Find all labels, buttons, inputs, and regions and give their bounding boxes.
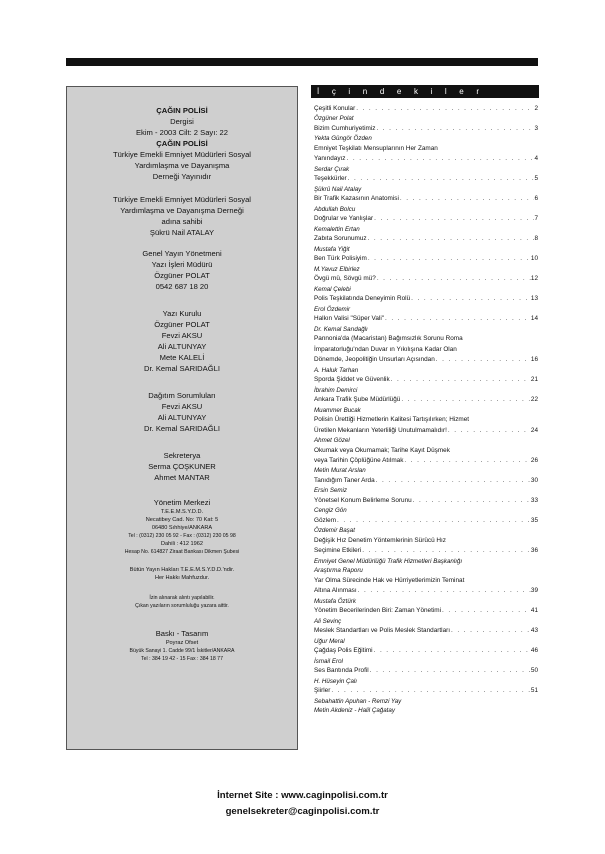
toc-entry[interactable] [314, 626, 538, 646]
toc-title: Bir Trafik Kazasının Anatomisi [314, 195, 399, 203]
toc-leader-dots [412, 496, 531, 506]
toc-title-line: Yar Olma Sürecinde Hak ve Hürriyetlerimizin Teminat [314, 577, 465, 585]
toc-page-number: 14 [530, 315, 538, 323]
toc-page-number: 16 [530, 356, 538, 364]
toc-title: Sporda Şiddet ve Güvenlik [314, 376, 390, 384]
toc-entry[interactable] [314, 606, 538, 626]
toc-leader-dots [346, 154, 535, 164]
toc-page-number: 51 [530, 687, 538, 695]
masthead-line: Büyük Sanayi 1. Cadde 99/1 İskitler/ANKARA [129, 648, 235, 654]
toc-leader-dots [450, 626, 531, 636]
contents-heading: İçindekiler [311, 85, 539, 98]
toc-author: H. Hüseyin Çalı [314, 677, 357, 685]
masthead-line: Yardımlaşma ve Dayanışma Derneği [120, 206, 244, 215]
toc-leader-dots [435, 355, 531, 365]
toc-author: Ahmet Gözel [314, 437, 350, 445]
toc-author: A. Haluk Tarhan [314, 366, 359, 374]
masthead-line: Mete KALELİ [159, 353, 205, 362]
toc-title: Halkın Valisi "Süper Vali" [314, 315, 385, 323]
toc-author: Mustafa Yiğit [314, 245, 350, 253]
toc-leader-dots [330, 686, 531, 696]
toc-author: Uğur Meral [314, 637, 345, 645]
toc-leader-dots [347, 174, 535, 184]
toc-entry[interactable] [314, 516, 538, 536]
toc-author: İsmail Erol [314, 657, 343, 665]
masthead-line: Ekim - 2003 Cilt: 2 Sayı: 22 [135, 128, 228, 137]
toc-author: Muammer Bucak [314, 406, 361, 414]
toc-entry[interactable] [314, 174, 538, 194]
masthead-line: Baskı - Tasarım [155, 629, 209, 638]
toc-entry[interactable] [314, 446, 538, 476]
masthead-line: Poyraz Ofset [165, 640, 199, 646]
toc-page-number: 30 [530, 477, 538, 485]
toc-author: Kemalettin Ertan [314, 225, 360, 233]
email-line: genelsekreter@caginpolisi.com.tr [225, 806, 380, 817]
toc-leader-dots [375, 476, 531, 486]
toc-leader-dots [441, 606, 531, 616]
top-rule [66, 58, 538, 66]
toc-author: Şükrü Nail Atalay [314, 185, 362, 193]
toc-page-number: 3 [534, 125, 538, 132]
toc-title-line: Emniyet Teşkilatı Mensuplarının Her Zaman [314, 145, 438, 152]
toc-title-line: Pannonia'da (Macaristan) Bağımsızlık Sorunu Roma [314, 335, 463, 343]
masthead-line: 0542 687 18 20 [155, 282, 209, 291]
masthead-line: Dahili : 412 1962 [161, 541, 203, 547]
toc-title: Tanıdığım Taner Arda [314, 477, 375, 485]
toc-title: Yanındayız [314, 155, 346, 163]
toc-author: Özgüner Polat [314, 115, 354, 123]
toc-page-number: 21 [530, 376, 538, 384]
toc-entry[interactable] [314, 666, 538, 686]
toc-author: İbrahim Demirci [314, 386, 358, 394]
masthead-line: Derneği Yayınıdır [152, 172, 212, 181]
masthead-line: Şükrü Nail ATALAY [149, 228, 215, 237]
toc-entry[interactable] [314, 476, 538, 496]
toc-title: Seçimine Etkileri [314, 547, 362, 555]
toc-leader-dots [373, 214, 534, 224]
masthead-line: Her Hakkı Mahfuzdur. [154, 575, 210, 581]
toc-page-number: 50 [530, 667, 538, 675]
toc-author: Ersin Semiz [314, 487, 348, 495]
masthead-line: Ahmet MANTAR [154, 473, 210, 482]
toc-title: Övgü mü, Sövgü mü? [314, 275, 376, 283]
toc-title: Üretilen Mekanların Yeterliliği Unutulmamalıdır! [314, 426, 447, 434]
toc-author: Metin Murat Arslan [314, 467, 366, 475]
toc-page-number: 35 [530, 517, 538, 525]
toc-title: Şiirler [314, 687, 331, 695]
toc-entry[interactable] [314, 496, 538, 516]
toc-page-number: 33 [530, 497, 538, 505]
toc-entry[interactable] [314, 314, 538, 334]
toc-entry[interactable] [314, 194, 538, 214]
toc-title-line: Polisin Ürettiği Hizmetlerin Kalitesi Tartışılırken; Hizmet [314, 416, 470, 424]
toc-leader-dots [399, 194, 535, 204]
toc-leader-dots [447, 426, 531, 436]
masthead-line: Bütün Yayın Hakları T.E.E.M.S.Y.D.D.'ndir. [129, 567, 235, 573]
toc-author: Kemal Çelebi [314, 285, 351, 293]
toc-page-number: 6 [534, 195, 538, 203]
toc-author: Metin Akdeniz - Halil Çağatay [314, 707, 395, 715]
toc-page-number: 8 [534, 235, 538, 243]
toc-author: Serdar Çırak [314, 165, 350, 173]
masthead-line: Fevzi AKSU [161, 402, 203, 411]
masthead-line: ÇAĞIN POLİSİ [156, 106, 208, 115]
toc-page-number: 43 [530, 627, 538, 635]
toc-leader-dots [369, 666, 531, 676]
toc-title: Bizim Cumhuriyetimiz [314, 125, 376, 132]
masthead-line: Dergisi [170, 117, 194, 126]
masthead-line: Yardımlaşma ve Dayanışma [134, 161, 230, 170]
masthead-line: Türkiye Emekli Emniyet Müdürleri Sosyal [113, 150, 251, 159]
toc-page-number: 22 [530, 396, 538, 404]
toc-page-number: 41 [530, 607, 538, 615]
toc-entry[interactable] [314, 214, 538, 234]
toc-author: M.Yavuz Elbirlez [314, 265, 360, 273]
toc-page-number: 2 [534, 105, 538, 112]
toc-title-line: İmparatorluğu'ndan Duvar ın Yıkılışına Kadar Olan [314, 345, 457, 353]
toc-leader-dots [355, 104, 534, 114]
toc-title: Çağdaş Polis Eğitimi [314, 647, 373, 655]
masthead-line: Dr. Kemal SARIDAĞLI [144, 364, 220, 373]
masthead-line: Ali ALTUNYAY [157, 413, 207, 422]
masthead-line: Yazı Kurulu [162, 309, 202, 318]
masthead-line: Çıkan yazıların sorumluluğu yazara aittir. [135, 603, 229, 609]
masthead-line: Genel Yayın Yönetmeni [142, 249, 222, 258]
toc-author: Dr. Kemal Sarıdağlı [314, 325, 368, 333]
toc-entry[interactable] [314, 254, 538, 274]
masthead-line: Tel : (0312) 230 05 92 - Fax : (0312) 230 05 98 [128, 533, 236, 539]
toc-leader-dots [400, 395, 531, 405]
toc-entry[interactable] [314, 375, 538, 395]
toc-author: Abdullah Bolcu [314, 205, 356, 213]
toc-entry[interactable] [314, 234, 538, 254]
masthead-line: Yönetim Merkezi [153, 498, 211, 507]
toc-leader-dots [336, 516, 531, 526]
toc-page-number: 39 [530, 587, 538, 595]
toc-author: Erol Özdemir [314, 305, 351, 313]
masthead-line: Ali ALTUNYAY [157, 342, 207, 351]
toc-title: Teşekkürler [314, 175, 347, 183]
toc-leader-dots [361, 546, 531, 556]
toc-entry[interactable] [314, 536, 538, 576]
toc-page-number: 13 [530, 295, 538, 303]
toc-page-number: 24 [530, 426, 538, 434]
masthead-line: 06480 Sıhhiye/ANKARA [151, 525, 213, 531]
toc-title: Meslek Standartları ve Polis Meslek Standartları [314, 627, 451, 635]
contents-list [314, 104, 538, 716]
toc-entry[interactable] [314, 104, 538, 124]
toc-title: Gözlem [314, 517, 337, 525]
toc-leader-dots [410, 294, 531, 304]
toc-leader-dots [384, 314, 531, 324]
toc-leader-dots [390, 375, 531, 385]
toc-entry[interactable] [314, 576, 538, 606]
toc-entry[interactable] [314, 395, 538, 415]
toc-leader-dots [373, 646, 531, 656]
toc-page-number: 46 [530, 647, 538, 655]
toc-title-line: Okumak veya Okumamak; Tarihe Kayıt Düşmek [314, 446, 450, 454]
masthead-line: adına sahibi [161, 217, 203, 226]
masthead-line: Dr. Kemal SARIDAĞLI [144, 424, 220, 433]
toc-title: Dönemde, Jeopolitiğin Unsurları Açısından [314, 356, 435, 364]
masthead-line: İzin alınarak alıntı yapılabilir. [149, 595, 215, 601]
toc-entry[interactable] [314, 294, 538, 314]
masthead-line: Serma ÇOŞKUNER [148, 462, 216, 471]
masthead-line: ÇAĞIN POLİSİ [156, 139, 208, 148]
masthead-line: Özgüner POLAT [154, 271, 210, 280]
toc-title: Doğrular ve Yanlışlar [314, 215, 374, 223]
masthead-line: Yazı İşleri Müdürü [151, 260, 213, 269]
toc-page-number: 10 [530, 255, 538, 263]
toc-page-number: 5 [534, 175, 538, 183]
masthead-box [66, 86, 298, 750]
masthead-line: Özgüner POLAT [154, 320, 210, 329]
masthead-line: Tel : 384 19 42 - 15 Fax : 384 18 77 [141, 656, 223, 662]
toc-page-number: 26 [530, 457, 538, 465]
toc-author: Araştırma Raporu [314, 567, 363, 575]
toc-author: Cengiz Gön [314, 507, 347, 515]
masthead-line: Dağıtım Sorumluları [148, 391, 216, 400]
toc-author: Mustafa Öztürk [314, 597, 356, 605]
toc-page-number: 4 [534, 155, 538, 163]
toc-entry[interactable] [314, 415, 538, 445]
toc-author: Özdemir Başat [314, 527, 355, 535]
toc-entry[interactable] [314, 686, 538, 716]
toc-entry[interactable] [314, 334, 538, 375]
toc-entry[interactable] [314, 144, 538, 174]
masthead-line: Fevzi AKSU [161, 331, 203, 340]
toc-leader-dots [367, 254, 531, 264]
toc-title: Zabıta Sorunumuz [314, 235, 367, 243]
masthead-line: T.E.E.M.S.Y.D.D. [160, 509, 204, 515]
masthead-line: Sekreterya [163, 451, 201, 460]
toc-leader-dots [375, 124, 534, 134]
toc-leader-dots [367, 234, 535, 244]
masthead-line: Hesap No. 614827 Ziraat Bankası Dikmen Şubesi [124, 549, 240, 555]
masthead-line: Türkiye Emekli Emniyet Müdürleri Sosyal [113, 195, 251, 204]
toc-leader-dots [403, 456, 530, 466]
toc-title: Ses Bantında Profil [314, 667, 369, 675]
toc-entry[interactable] [314, 274, 538, 294]
masthead-line: Necatibey Cad. No: 70 Kat: 5 [145, 517, 219, 523]
toc-title: Çeşitli Konular [314, 105, 356, 112]
toc-author: Yekta Güngör Özden [314, 135, 372, 143]
toc-title: Ben Türk Polisiyim [314, 255, 367, 263]
toc-title: Yönetsel Konum Belirleme Sorunu [314, 497, 412, 505]
toc-author: Emniyet Genel Müdürlüğü Trafik Hizmetleri Başkanlığı [314, 557, 463, 565]
toc-title: Polis Teşkilatında Deneyimin Rolü [314, 295, 411, 303]
toc-title: Yönetim Becerilerinden Biri: Zaman Yönetimi [314, 607, 442, 615]
toc-title: Ankara Trafik Şube Müdürlüğü [314, 396, 401, 404]
toc-author: Ali Sevinç [314, 617, 342, 625]
toc-title: veya Tarihin Çöplüğüne Atılmak [314, 457, 404, 465]
toc-title-line: Değişik Hız Denetim Yöntemlerinin Sürücü Hız [314, 537, 447, 545]
toc-page-number: 36 [530, 547, 538, 555]
website-line: İnternet Site : www.caginpolisi.com.tr [217, 790, 388, 801]
toc-leader-dots [357, 586, 531, 596]
toc-entry[interactable] [314, 646, 538, 666]
toc-author: Sebahattin Apuhan - Remzi Yay [314, 697, 402, 705]
toc-entry[interactable] [314, 124, 538, 144]
toc-page-number: 7 [534, 215, 538, 223]
toc-leader-dots [376, 274, 531, 284]
toc-page-number: 12 [530, 275, 538, 283]
toc-title: Altına Alınması [314, 587, 357, 595]
